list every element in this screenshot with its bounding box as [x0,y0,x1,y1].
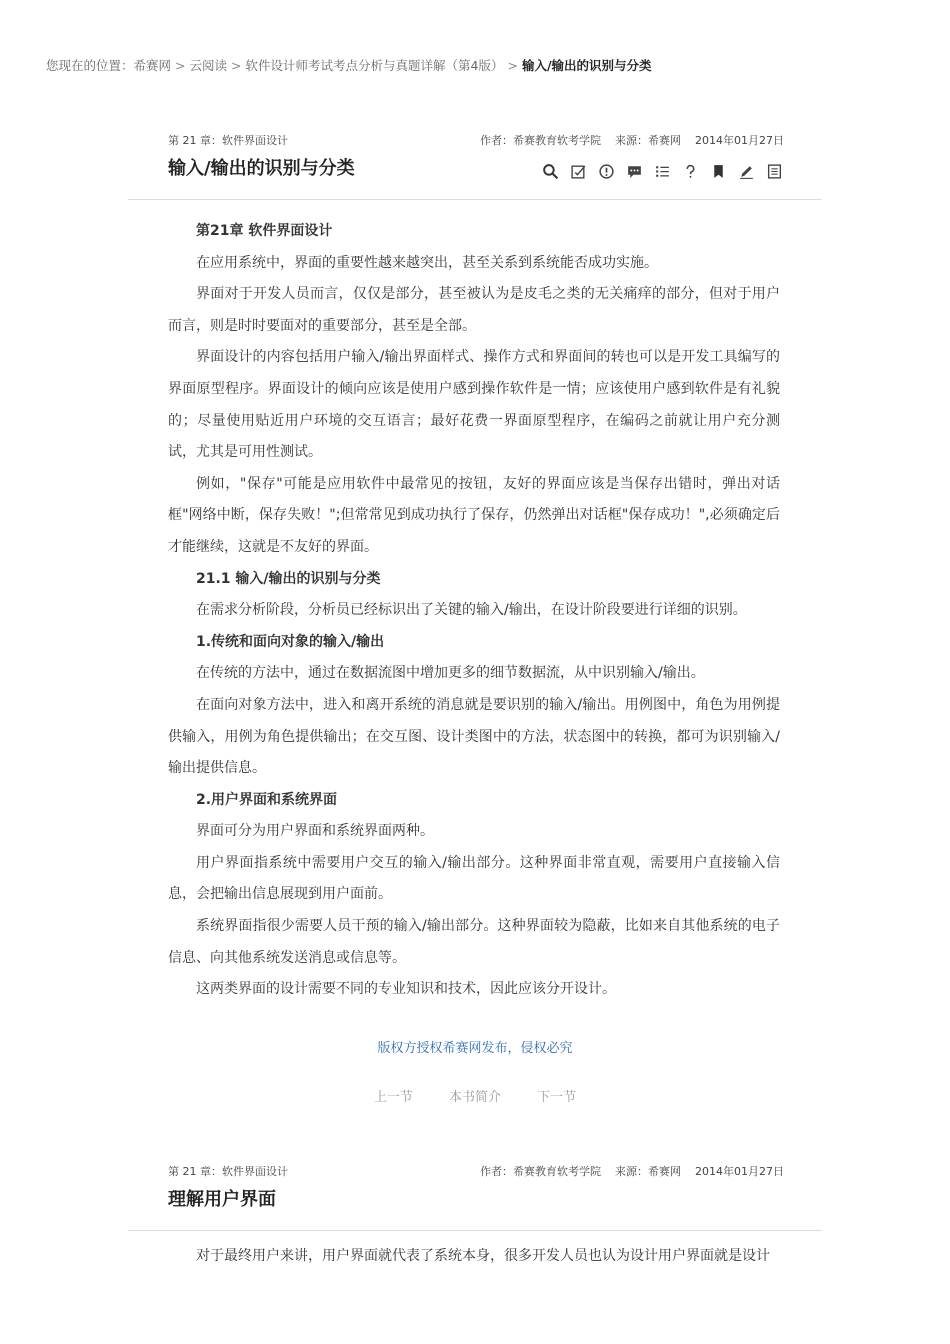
paragraph: 系统界面指很少需要人员干预的输入/输出部分。这种界面较为隐蔽，比如来自其他系统的电子信息、向其他系统发送消息或信息等。 [168,918,780,966]
article-section [128,132,822,1012]
page-title: 输入/输出的识别与分类 [168,158,355,179]
title-divider [128,199,822,200]
article-meta [168,132,784,148]
source-label: 来源：希赛网 [615,1165,681,1178]
breadcrumb [46,56,652,74]
paragraph: 这两类界面的设计需要不同的专业知识和技术，因此应该分开设计。 [196,981,616,998]
paragraph: 对于最终用户来讲，用户界面就代表了系统本身，很多开发人员也认为设计用户界面就是设计 [196,1248,770,1264]
breadcrumb-link-cloud-read[interactable]: 云阅读 [189,58,228,73]
breadcrumb-separator: > [175,58,186,73]
comment-icon[interactable] [625,162,644,181]
paragraph: 界面可分为用户界面和系统界面两种。 [196,823,434,840]
alert-icon[interactable] [597,162,616,181]
next-section-link[interactable]: 下一节 [537,1090,577,1105]
paragraph: 用户界面指系统中需要用户交互的输入/输出部分。这种界面非常直观，需要用户直接输入信息，会把输出信息展现到用户面前。 [168,854,780,903]
title-divider [128,1230,822,1231]
paragraph: 在传统的方法中，通过在数据流图中增加更多的细节数据流，从中识别输入/输出。 [196,665,705,682]
section-heading: 2.用户界面和系统界面 [196,791,338,808]
author-label: 作者：希赛教育软考学院 [480,134,601,147]
date-label: 2014年01月27日 [695,1165,784,1178]
pager [0,1086,950,1105]
breadcrumb-link-home[interactable]: 希赛网 [133,58,172,73]
section-heading: 第21章 软件界面设计 [196,223,333,239]
search-icon[interactable] [541,162,560,181]
article-section [128,1163,822,1344]
article-meta [168,1163,784,1179]
paragraph: 在面向对象方法中，进入和离开系统的消息就是要识别的输入/输出。用例图中，角色为用例提供输入，用例为角色提供输出；在交互图、设计类图中的方法，状态图中的转换，都可为识别输入/输出提供信息。 [168,696,780,777]
paragraph: 在需求分析阶段，分析员已经标识出了关键的输入/输出，在设计阶段要进行详细的识别。 [196,602,747,619]
note-icon[interactable] [569,162,588,181]
page-title: 理解用户界面 [168,1189,276,1210]
breadcrumb-prefix: 您现在的位置： [46,58,134,73]
paragraph: 界面对于开发人员而言，仅仅是部分，甚至被认为是皮毛之类的无关痛痒的部分，但对于用户而言，则是时时要面对的重要部分，甚至是全部。 [168,286,780,334]
article-toolbar [541,162,784,181]
edit-icon[interactable] [737,162,756,181]
paragraph: 例如，"保存"可能是应用软件中最常见的按钮，友好的界面应该是当保存出错时，弹出对话框"网络中断，保存失败！";但常常见到成功执行了保存，仍然弹出对话框"保存成功！",必须确定后才能继续，这就是不友好的界面。 [168,475,780,555]
bookmark-icon[interactable] [709,162,728,181]
paragraph: 界面设计的内容包括用户输入/输出界面样式、操作方式和界面间的转也可以是开发工具编写的界面原型程序。界面设计的倾向应该是使用户感到操作软件是一情；应该使用户感到软件是有礼貌的；尽量使用贴近用户环境的交互语言；最好花费一界面原型程序，在编码之前就让用户充分测试，尤其是可用性测试。 [168,349,780,461]
book-intro-link[interactable]: 本书简介 [448,1090,501,1105]
section-heading: 1.传统和面向对象的输入/输出 [196,633,385,650]
date-label: 2014年01月27日 [695,134,784,147]
breadcrumb-separator: > [231,58,242,73]
chapter-label: 第 21 章：软件界面设计 [168,1165,288,1178]
section-heading: 21.1 输入/输出的识别与分类 [196,570,381,587]
source-label: 来源：希赛网 [615,134,681,147]
paragraph: 在应用系统中，界面的重要性越来越突出，甚至关系到系统能否成功实施。 [196,254,658,271]
article-info [466,1163,784,1179]
breadcrumb-current: 输入/输出的识别与分类 [521,58,652,73]
prev-section-link[interactable]: 上一节 [373,1090,413,1105]
article-body [168,216,780,1006]
list-icon[interactable] [653,162,672,181]
chapter-label: 第 21 章：软件界面设计 [168,134,288,147]
breadcrumb-separator: > [507,58,518,73]
breadcrumb-link-book[interactable]: 软件设计师考试考点分析与真题详解（第4版） [245,58,504,73]
article-info [466,132,784,148]
author-label: 作者：希赛教育软考学院 [480,1165,601,1178]
copyright-notice: 版权方授权希赛网发布，侵权必究 [377,1041,573,1056]
document-icon[interactable] [765,162,784,181]
article-body [168,1241,780,1273]
help-icon[interactable] [681,162,700,181]
